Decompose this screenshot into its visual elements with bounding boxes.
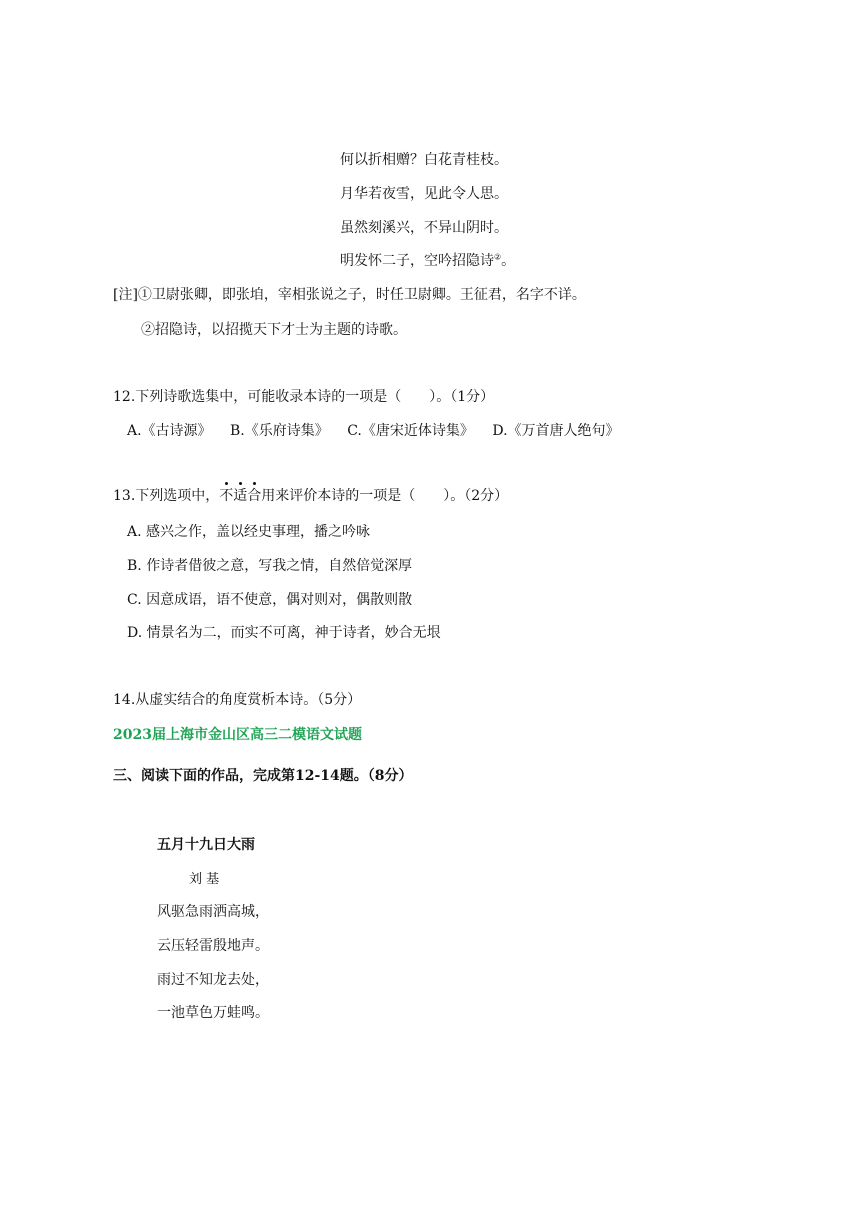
q13-option-a: A. 感兴之作，盖以经史事理，播之吟咏	[127, 524, 371, 540]
poem2-author: 刘 基	[189, 872, 220, 887]
poem2-line-1: 风驱急雨洒高城，	[157, 904, 269, 920]
question-12: 12.下列诗歌选集中，可能收录本诗的一项是（ ）。（1分）	[113, 389, 495, 405]
exam-title: 2023届上海市金山区高三二模语文试题	[113, 727, 362, 743]
q13-option-d: D. 情景名为二，而实不可离，神于诗者，妙合无垠	[127, 625, 441, 641]
q13-option-b: B. 作诗者借彼之意，写我之情，自然倍觉深厚	[127, 558, 413, 574]
emphasis-char-1: 不	[219, 488, 234, 504]
poem-line-2: 月华若夜雪，见此令人思。	[340, 186, 508, 202]
section-title: 三、阅读下面的作品，完成第12-14题。（8分）	[113, 768, 413, 784]
note-marker: ②	[494, 252, 502, 262]
emphasis-char-2: 适	[233, 488, 248, 504]
question-13	[113, 486, 508, 506]
poem-line-4-end: 。	[501, 253, 516, 269]
question-12-options	[127, 421, 634, 441]
poem2-line-2: 云压轻雷殷地声。	[157, 938, 269, 954]
q12-option-c: C.《唐宋近体诗集》	[347, 423, 474, 439]
poem2-title: 五月十九日大雨	[157, 837, 255, 853]
poem-line-1: 何以折相赠？白花青桂枝。	[340, 152, 508, 168]
note-2: ②招隐诗，以招揽天下才士为主题的诗歌。	[141, 322, 407, 338]
q12-option-a: A.《古诗源》	[127, 423, 212, 439]
poem2-line-3: 雨过不知龙去处，	[157, 972, 269, 988]
note-1: [注]①卫尉张卿，即张垍，宰相张说之子，时任卫尉卿。王征君，名字不详。	[113, 287, 586, 303]
q12-option-d: D.《万首唐人绝句》	[492, 423, 620, 439]
q13-stem-after: 用来评价本诗的一项是（ ）。（2分）	[261, 488, 509, 504]
poem-line-4-text: 明发怀二子，空吟招隐诗	[340, 253, 494, 269]
q12-option-b: B.《乐府诗集》	[230, 423, 329, 439]
poem2-line-4: 一池草色万蛙鸣。	[157, 1005, 269, 1021]
emphasis-char-3: 合	[247, 488, 262, 504]
poem-line-4	[340, 251, 515, 271]
q13-option-c: C. 因意成语，语不使意，偶对则对，偶散则散	[127, 592, 413, 608]
poem-line-3: 虽然刻溪兴，不异山阴时。	[340, 220, 508, 236]
question-14: 14.从虚实结合的角度赏析本诗。（5分）	[113, 692, 362, 708]
q13-stem-before: 13.下列选项中，	[113, 488, 220, 504]
